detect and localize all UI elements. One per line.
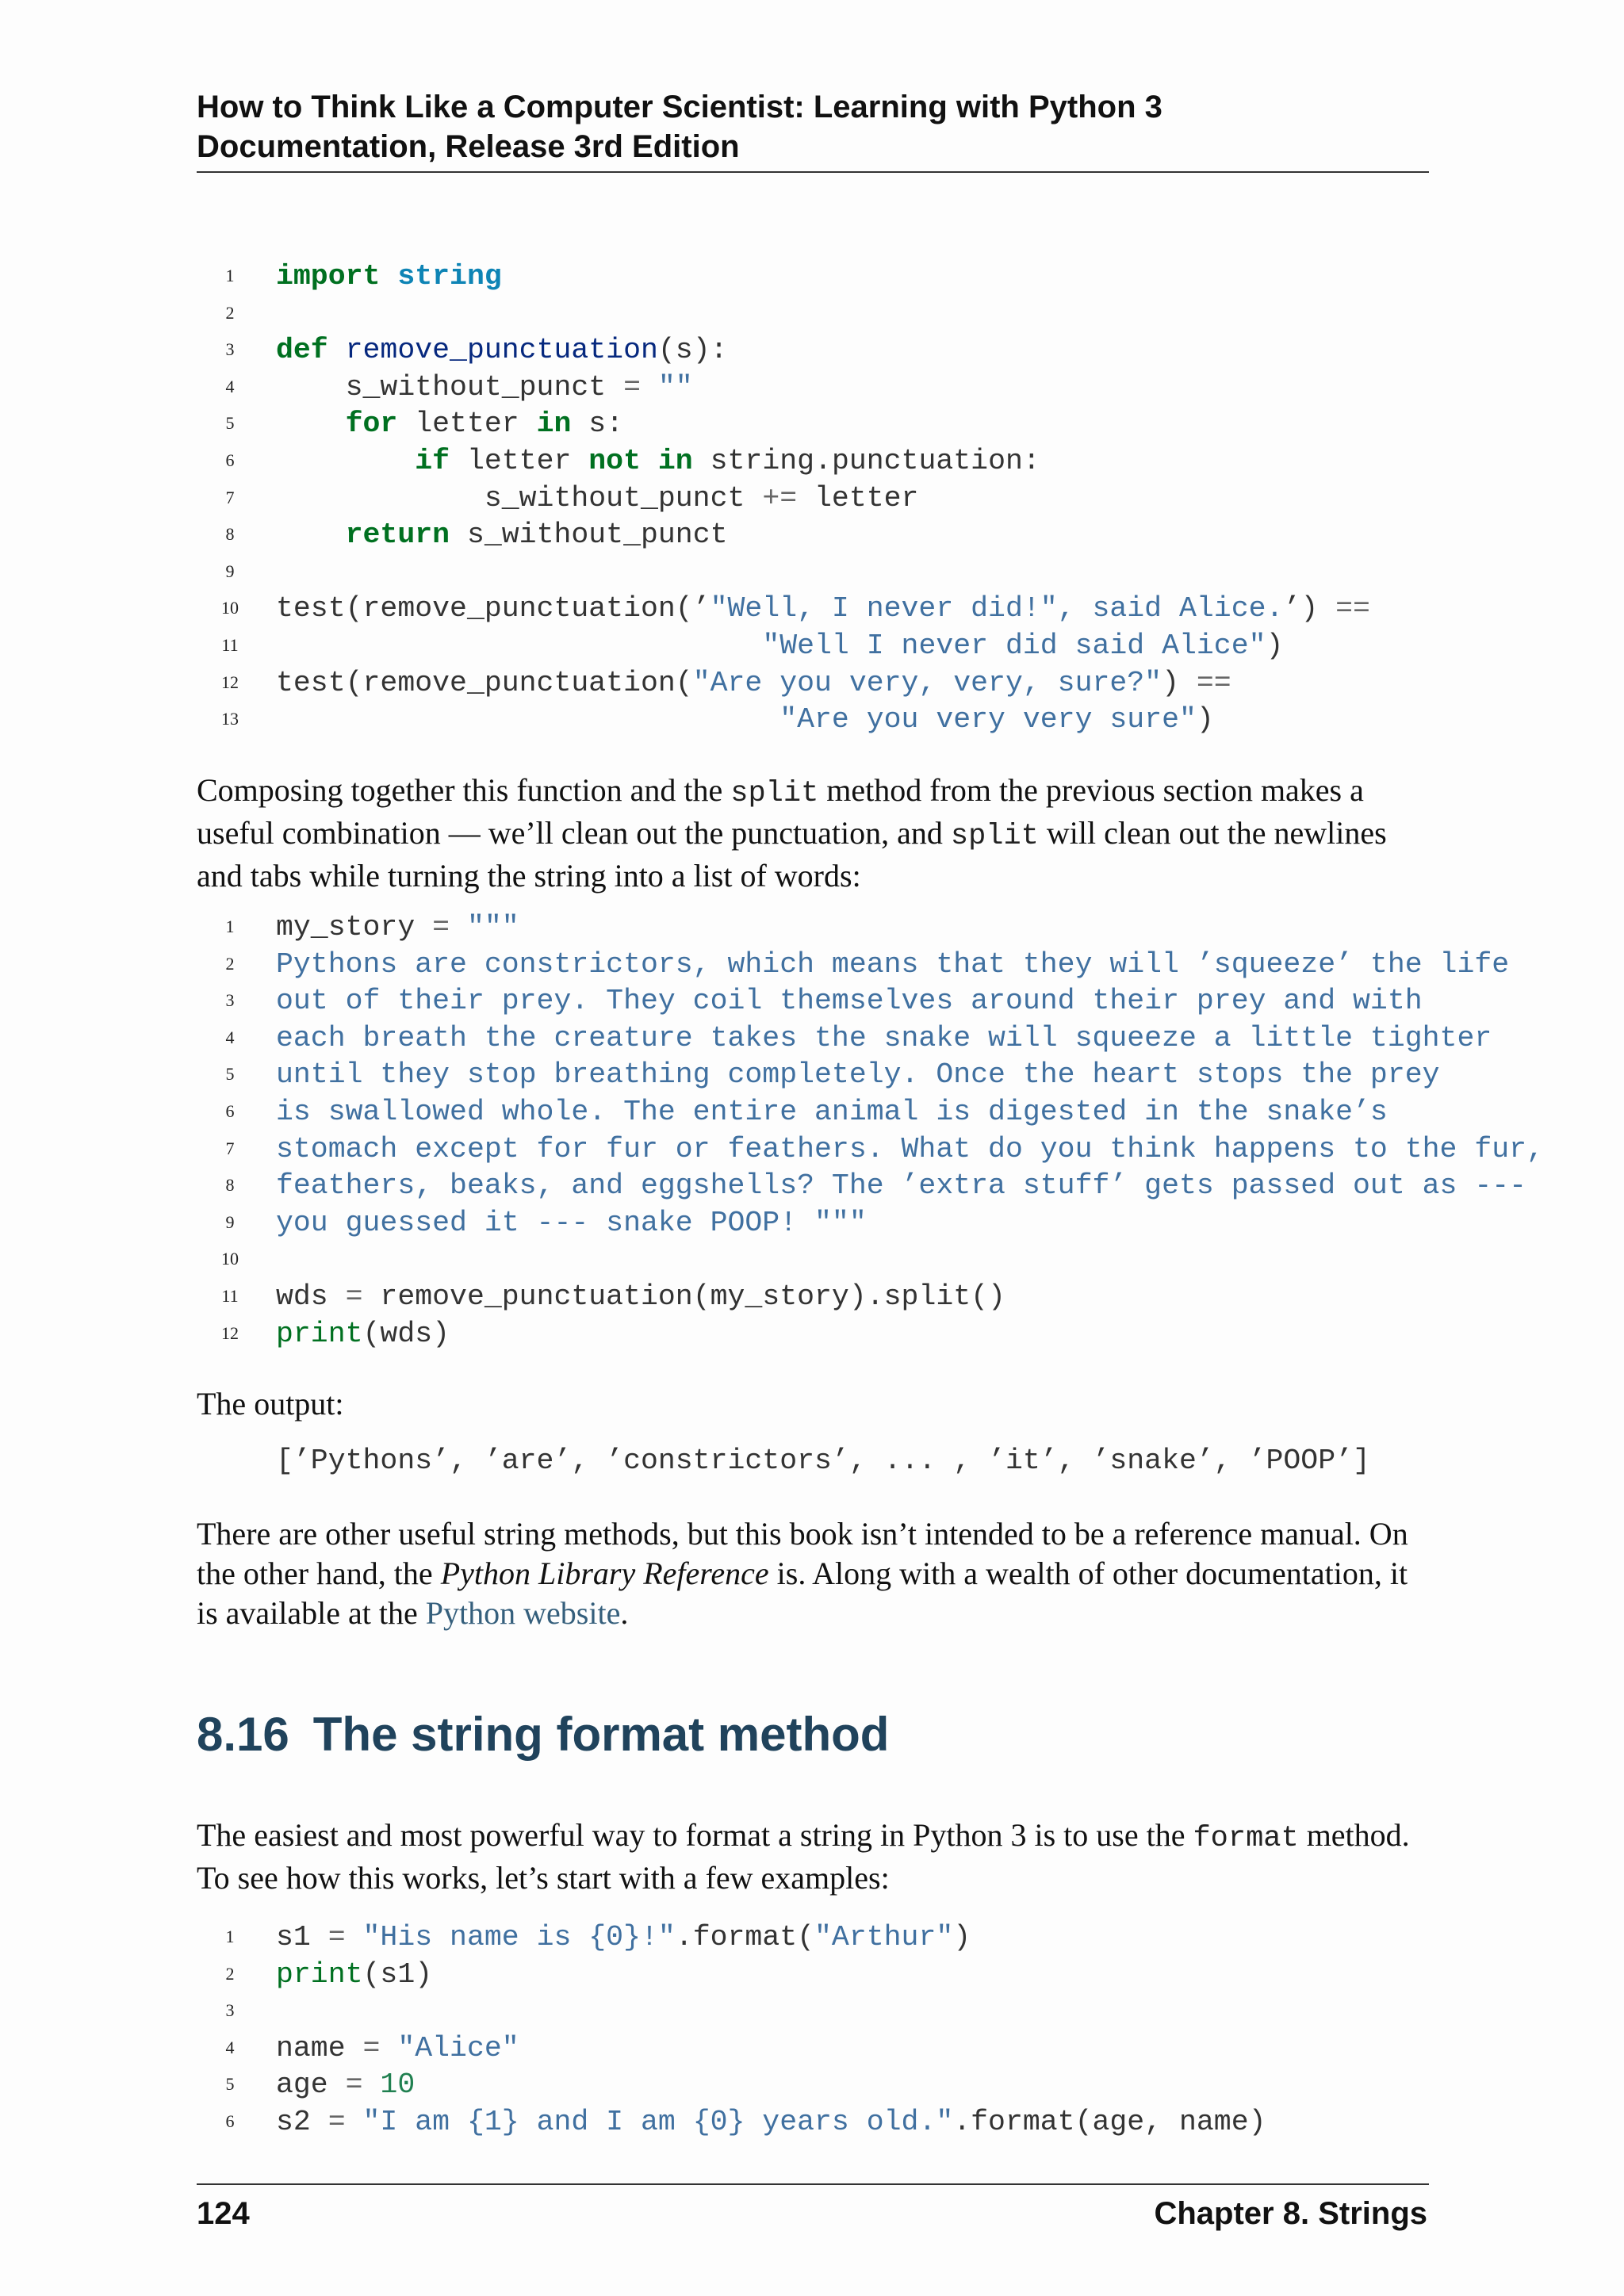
line-number: 6: [225, 450, 235, 470]
line-number: 10: [221, 1249, 239, 1269]
code-line: 8 return s_without_punct: [214, 516, 1370, 553]
line-number: 8: [225, 524, 235, 545]
code-line: 5 until they stop breathing completely. Once the heart stops the prey: [214, 1056, 1544, 1093]
line-number: 4: [225, 2037, 235, 2057]
code-line: 6 if letter not in string.punctuation:: [214, 442, 1370, 480]
code-line: 3 out of their prey. They coil themselves around their prey and with: [214, 982, 1544, 1020]
line-number: 5: [225, 413, 235, 434]
page-number: 124: [197, 2196, 250, 2231]
section-number: 8.16: [197, 1708, 289, 1761]
section-heading: [197, 1705, 889, 1765]
line-number: 3: [225, 339, 235, 360]
line-number: 9: [225, 561, 235, 581]
line-number: 9: [225, 1211, 235, 1232]
code-line: 5 age = 10: [214, 2066, 1266, 2103]
code-line: [214, 1241, 1544, 1278]
code-line: 1 import string: [214, 258, 1370, 295]
code-line: 1 s1 = "His name is {0}!".format("Arthur"): [214, 1919, 1266, 1956]
line-number: 12: [221, 672, 239, 692]
line-number: 4: [225, 376, 235, 396]
line-number: 11: [221, 1285, 239, 1306]
inline-code-split: split: [730, 777, 819, 810]
code-block-my-story: [214, 909, 1544, 1352]
code-line: 11 wds = remove_punctuation(my_story).split(): [214, 1278, 1544, 1315]
line-number: 1: [225, 916, 235, 936]
paragraph-output-label: The output:: [197, 1386, 344, 1422]
line-number: 2: [225, 302, 235, 323]
line-number: 2: [225, 953, 235, 974]
line-number: 11: [221, 634, 239, 655]
code-line: 12 test(remove_punctuation("Are you very, very, sure?") ==: [214, 664, 1370, 702]
code-block-remove-punctuation: [214, 258, 1370, 738]
footer-rule: [197, 2183, 1429, 2185]
code-line: 10 test(remove_punctuation(’"Well, I never did!", said Alice.’) ==: [214, 590, 1370, 627]
output-block: [’Pythons’, ’are’, ’constrictors’, ... , ’it’, ’snake’, ’POOP’]: [276, 1445, 1370, 1477]
line-number: 10: [221, 598, 239, 618]
line-number: 5: [225, 1064, 235, 1085]
code-line: 4 s_without_punct = "": [214, 369, 1370, 406]
code-line: 13 "Are you very very sure"): [214, 701, 1370, 738]
line-number: 12: [221, 1322, 239, 1343]
code-line: 4 each breath the creature takes the snake will squeeze a little tighter: [214, 1020, 1544, 1057]
code-line: 7 s_without_punct += letter: [214, 480, 1370, 517]
line-number: 1: [225, 266, 235, 285]
code-line: 6 s2 = "I am {1} and I am {0} years old.".format(age, name): [214, 2103, 1266, 2141]
line-number: 4: [225, 1027, 235, 1047]
line-number: 7: [225, 1138, 235, 1158]
chapter-label: Chapter 8. Strings: [1154, 2196, 1427, 2231]
code-line: 6 is swallowed whole. The entire animal is digested in the snake’s: [214, 1093, 1544, 1131]
python-website-link[interactable]: Python website: [425, 1595, 621, 1631]
code-block-format-examples: [214, 1919, 1266, 2141]
code-line: 8 feathers, beaks, and eggshells? The ’extra stuff’ gets passed out as ---: [214, 1167, 1544, 1204]
code-line: 4 name = "Alice": [214, 2030, 1266, 2067]
inline-code-format: format: [1193, 1822, 1299, 1855]
code-line: 2 Pythons are constrictors, which means that they will ’squeeze’ the life: [214, 946, 1544, 983]
line-number: 5: [225, 2074, 235, 2095]
paragraph-other-methods: There are other useful string methods, but this book isn’t intended to be a reference manual. On the other hand, the Python Library Reference is. Along with a wealth of other documentation, it is available at the Python website.: [197, 1516, 1408, 1631]
code-line: 1 my_story = """: [214, 909, 1544, 946]
header-line-2: Documentation, Release 3rd Edition: [197, 129, 740, 164]
code-line: [214, 295, 1370, 332]
line-number: 2: [225, 1963, 235, 1984]
code-line: 12 print(wds): [214, 1315, 1544, 1353]
line-number: 13: [221, 709, 239, 729]
code-line: 9 you guessed it --- snake POOP! """: [214, 1204, 1544, 1242]
line-number: 3: [225, 2000, 235, 2021]
section-title: The string format method: [312, 1708, 890, 1761]
code-line: 7 stomach except for fur or feathers. What do you think happens to the fur,: [214, 1131, 1544, 1168]
line-number: 1: [225, 1927, 235, 1946]
header-line-1: How to Think Like a Computer Scientist: Learning with Python 3: [197, 90, 1162, 124]
line-number: 7: [225, 487, 235, 507]
line-number: 6: [225, 2110, 235, 2131]
code-line: 2 print(s1): [214, 1956, 1266, 1993]
code-line: [214, 1992, 1266, 2030]
code-line: 3 def remove_punctuation(s):: [214, 331, 1370, 369]
code-line: [214, 553, 1370, 591]
code-line: 5 for letter in s:: [214, 405, 1370, 442]
inline-code-split: split: [950, 820, 1039, 853]
code-line: 11 "Well I never did said Alice"): [214, 627, 1370, 664]
line-number: 6: [225, 1100, 235, 1121]
line-number: 3: [225, 990, 235, 1011]
paragraph-composing: Composing together this function and the split method from the previous section makes a useful combination — we’ll clean out the punctuation, and split will clean out the newlines and tabs while turning the string into a list of words:: [197, 772, 1387, 894]
line-number: 8: [225, 1175, 235, 1196]
header-rule: [197, 171, 1429, 173]
book-title-emphasis: Python Library Reference: [440, 1556, 769, 1591]
paragraph-format-intro: The easiest and most powerful way to format a string in Python 3 is to use the format method. To see how this works, let’s start with a few examples:: [197, 1817, 1410, 1896]
running-header: [197, 87, 1427, 166]
